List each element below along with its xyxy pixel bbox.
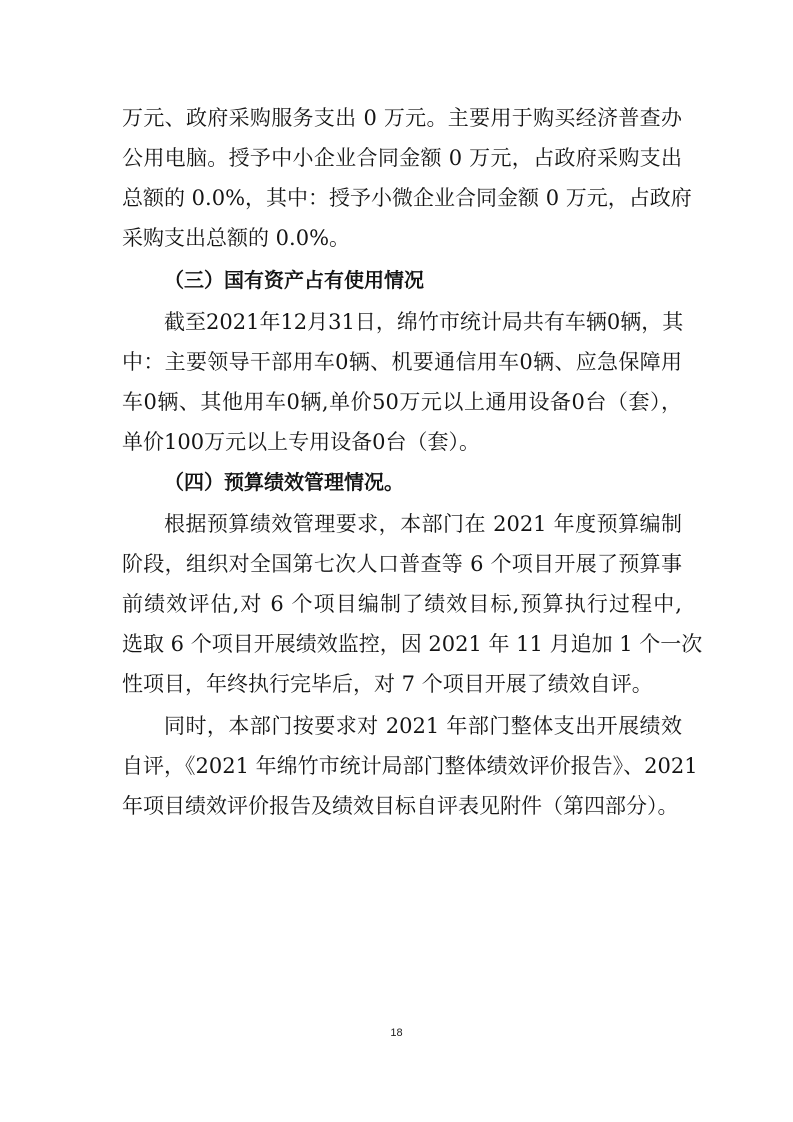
text-line: 采购支出总额的 0.0%。 xyxy=(122,226,351,250)
text-line: 车0辆、其他用车0辆,单价50万元以上通用设备0台（套）， xyxy=(122,390,682,414)
text-line: 自评，《2021 年绵竹市统计局部门整体绩效评价报告》、2021 xyxy=(122,754,698,778)
section-heading-assets: （三）国有资产占有使用情况 xyxy=(164,268,424,292)
text-line: 同时，本部门按要求对 2021 年部门整体支出开展绩效 xyxy=(164,714,682,738)
text-line: 根据预算绩效管理要求，本部门在 2021 年度预算编制 xyxy=(164,512,682,536)
text-line: 中：主要领导干部用车0辆、机要通信用车0辆、应急保障用 xyxy=(122,350,682,374)
text-line: 单价100万元以上专用设备0台（套）。 xyxy=(122,430,480,454)
text-line: 选取 6 个项目开展绩效监控，因 2021 年 11 月追加 1 个一次 xyxy=(122,632,703,656)
page-number: 18 xyxy=(390,1027,403,1039)
text-line: 阶段，组织对全国第七次人口普查等 6 个项目开展了预算事 xyxy=(122,552,682,576)
text-line: 公用电脑。授予中小企业合同金额 0 万元，占政府采购支出 xyxy=(122,146,682,170)
text-line: 年项目绩效评价报告及绩效目标自评表见附件（第四部分）。 xyxy=(122,794,679,818)
text-line: 万元、政府采购服务支出 0 万元。主要用于购买经济普查办 xyxy=(122,106,682,130)
text-line: 性项目，年终执行完毕后，对 7 个项目开展了绩效自评。 xyxy=(122,672,653,696)
section-heading-performance: （四）预算绩效管理情况。 xyxy=(164,470,404,494)
text-line: 总额的 0.0%，其中：授予小微企业合同金额 0 万元，占政府 xyxy=(122,186,692,210)
text-line: 截至2021年12月31日，绵竹市统计局共有车辆0辆，其 xyxy=(164,310,684,334)
text-line: 前绩效评估,对 6 个项目编制了绩效目标,预算执行过程中, xyxy=(122,592,682,616)
